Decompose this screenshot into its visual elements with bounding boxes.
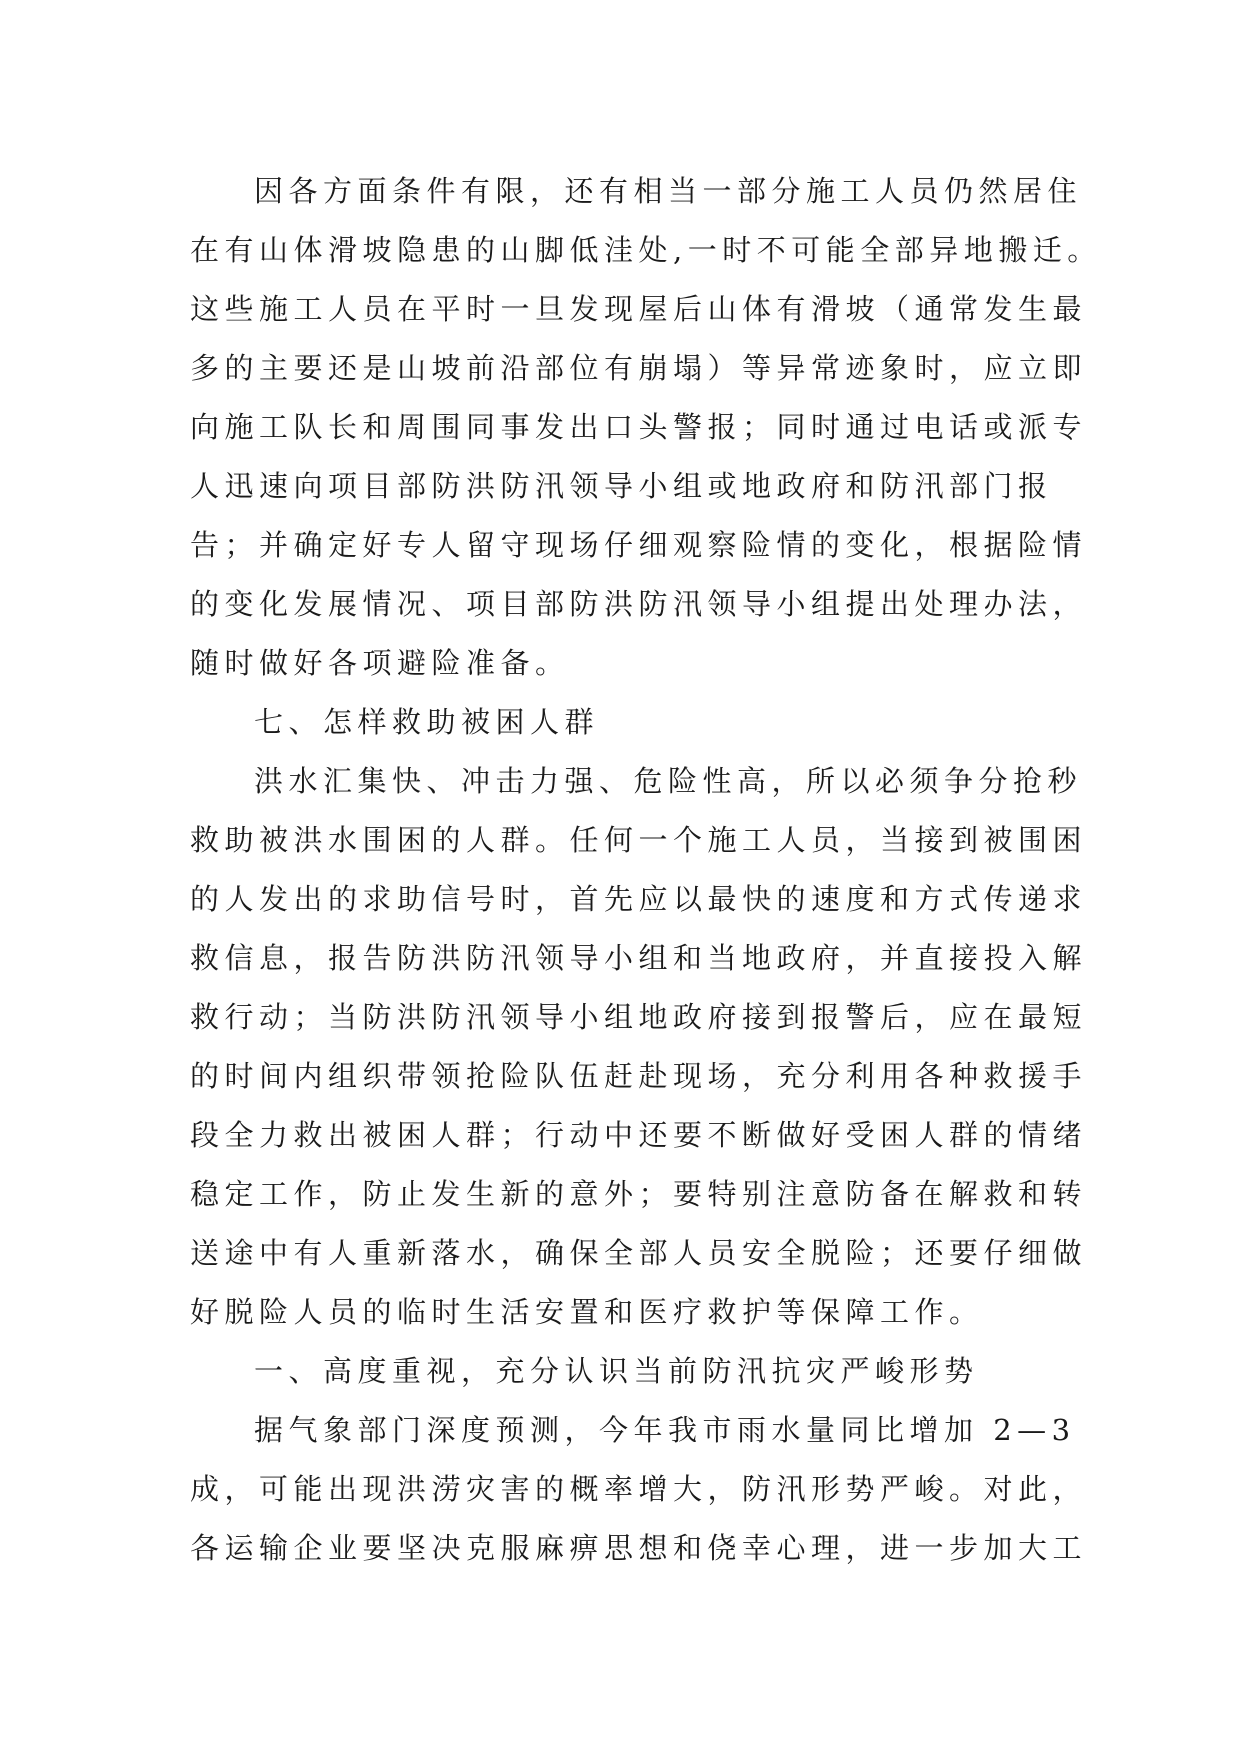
section-heading: 一、高度重视，充分认识当前防汛抗灾严峻形势 (254, 1354, 979, 1388)
paragraph-line: 人迅速向项目部防洪防汛领导小组或地政府和防汛部门报 (190, 469, 1053, 503)
paragraph-line: 的时间内组织带领抢险队伍赶赴现场，充分利用各种救援手 (190, 1059, 1088, 1093)
paragraph-line: 的变化发展情况、项目部防洪防汛领导小组提出处理办法， (190, 587, 1088, 621)
paragraph-line: 随时做好各项避险准备。 (190, 646, 570, 680)
paragraph-line: 的人发出的求助信号时，首先应以最快的速度和方式传递求 (190, 882, 1088, 916)
paragraph-line: 告；并确定好专人留守现场仔细观察险情的变化，根据险情 (190, 528, 1088, 562)
section-heading: 七、怎样救助被困人群 (254, 705, 600, 739)
paragraph-line: 救信息，报告防洪防汛领导小组和当地政府，并直接投入解 (190, 941, 1088, 975)
paragraph-line: 洪水汇集快、冲击力强、危险性高，所以必须争分抢秒 (254, 764, 1083, 798)
paragraph-line: 救助被洪水围困的人群。任何一个施工人员，当接到被围困 (190, 823, 1088, 857)
paragraph-line: 向施工队长和周围同事发出口头警报；同时通过电话或派专 (190, 410, 1088, 444)
paragraph-line: 各运输企业要坚决克服麻痹思想和侥幸心理，进一步加大工 (190, 1531, 1088, 1565)
paragraph-line: 救行动；当防洪防汛领导小组地政府接到报警后，应在最短 (190, 1000, 1088, 1034)
paragraph-line: 据气象部门深度预测，今年我市雨水量同比增加 2—3 (254, 1413, 1076, 1447)
paragraph-line: 稳定工作，防止发生新的意外；要特别注意防备在解救和转 (190, 1177, 1088, 1211)
paragraph-line: 在有山体滑坡隐患的山脚低洼处,一时不可能全部异地搬迁。 (190, 233, 1102, 267)
paragraph-line: 因各方面条件有限，还有相当一部分施工人员仍然居住 (254, 174, 1083, 208)
paragraph-line: 送途中有人重新落水，确保全部人员安全脱险；还要仔细做 (190, 1236, 1088, 1270)
paragraph-line: 好脱险人员的临时生活安置和医疗救护等保障工作。 (190, 1295, 984, 1329)
paragraph-line: 多的主要还是山坡前沿部位有崩塌）等异常迹象时，应立即 (190, 351, 1088, 385)
paragraph-line: 段全力救出被困人群；行动中还要不断做好受困人群的情绪 (190, 1118, 1088, 1152)
paragraph-line: 成，可能出现洪涝灾害的概率增大，防汛形势严峻。对此， (190, 1472, 1088, 1506)
document-body (190, 162, 1102, 1578)
paragraph-line: 这些施工人员在平时一旦发现屋后山体有滑坡（通常发生最 (190, 292, 1088, 326)
